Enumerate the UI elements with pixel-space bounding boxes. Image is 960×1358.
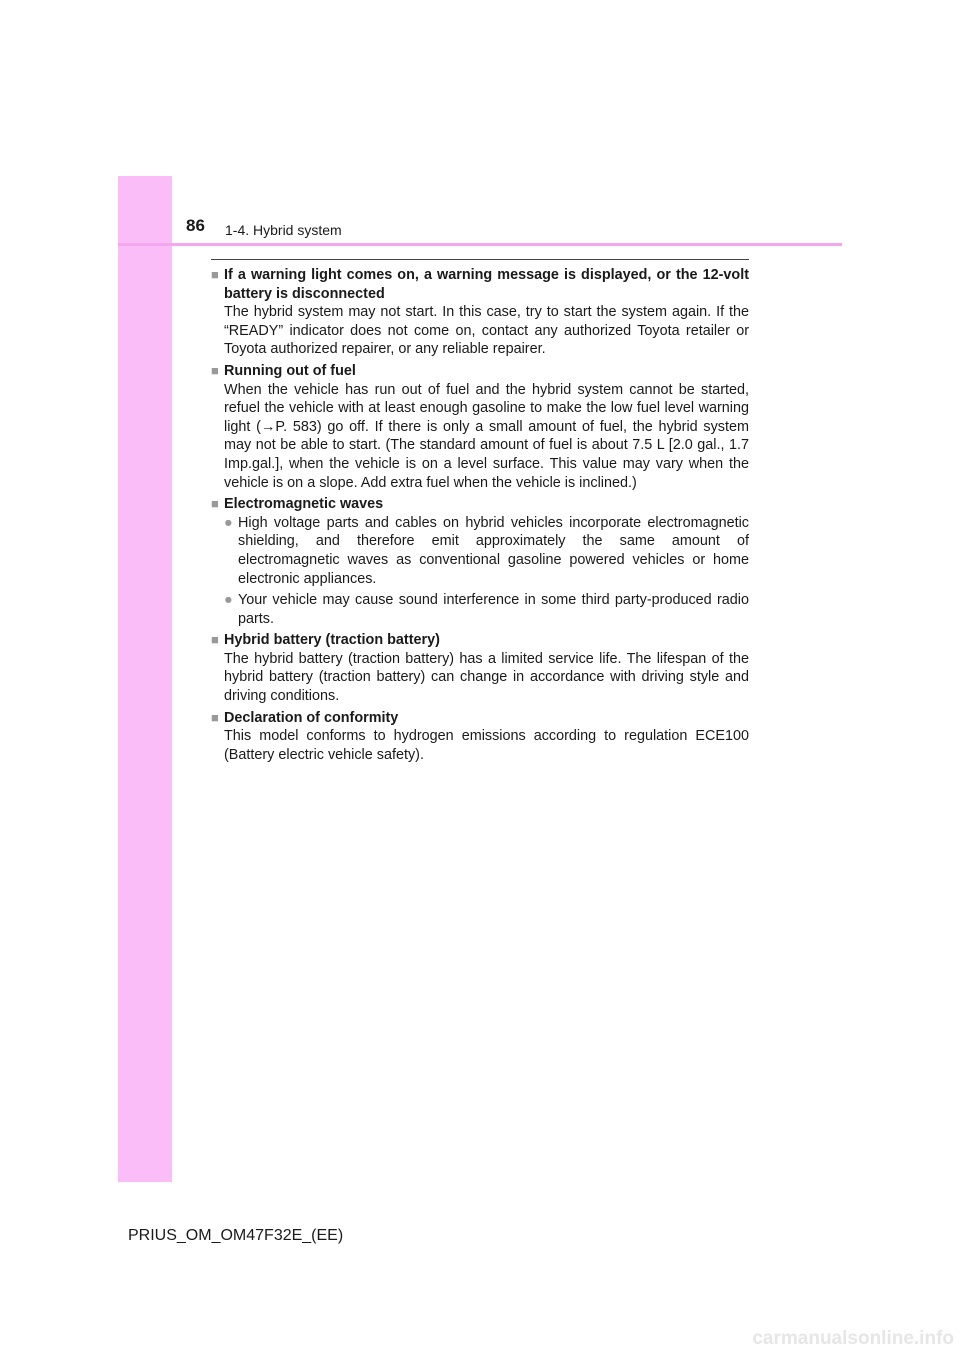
square-bullet-icon: ■ bbox=[211, 496, 219, 512]
content bbox=[211, 266, 749, 767]
list-item: ● Your vehicle may cause sound interference in some third party-produced radio parts. bbox=[224, 592, 749, 627]
item-declaration-of-conformity bbox=[211, 709, 749, 765]
side-color-strip bbox=[118, 176, 172, 1182]
watermark: carmanualsonline.info bbox=[752, 1328, 954, 1349]
square-bullet-icon: ■ bbox=[211, 709, 219, 725]
footer-document-code: PRIUS_OM_OM47F32E_(EE) bbox=[128, 1227, 344, 1244]
item-warning-light bbox=[211, 266, 749, 359]
item-heading: ■ Declaration of conformity bbox=[211, 709, 399, 726]
item-body: This model conforms to hydrogen emissions according to regulation ECE100 (Battery electric vehicle safety). bbox=[224, 728, 749, 763]
item-hybrid-battery bbox=[211, 631, 749, 705]
circle-bullet-icon: ● bbox=[224, 592, 233, 609]
content-divider bbox=[211, 259, 749, 260]
item-body: The hybrid battery (traction battery) has a limited service life. The lifespan of the hybrid battery (traction battery) can change in accordance with driving style and driving conditions. bbox=[224, 650, 749, 705]
circle-bullet-icon: ● bbox=[224, 514, 233, 531]
list-item: ● High voltage parts and cables on hybrid vehicles incorporate electromagnetic shielding, and therefore emit approximately the same amount of electromagnetic waves as conventional gasoline powered vehicles or home electronic appliances. bbox=[224, 514, 749, 587]
page-number: 86 bbox=[186, 216, 205, 235]
item-body: The hybrid system may not start. In this case, try to start the system again. If the “READY” indicator does not come on, contact any authorized Toyota retailer or Toyota authorized repairer, or any reliable repairer. bbox=[224, 304, 749, 358]
header-tab bbox=[118, 176, 172, 244]
section-title: 1-4. Hybrid system bbox=[225, 222, 342, 238]
item-heading: ■ Hybrid battery (traction battery) bbox=[211, 632, 440, 649]
square-bullet-icon: ■ bbox=[211, 632, 219, 648]
item-electromagnetic-waves bbox=[211, 495, 749, 628]
item-running-out-of-fuel bbox=[211, 362, 749, 492]
item-heading: ■ If a warning light comes on, a warning message is displayed, or the 12-volt battery is disconnected bbox=[211, 267, 749, 302]
header-rule bbox=[118, 243, 842, 246]
square-bullet-icon: ■ bbox=[211, 267, 219, 282]
square-bullet-icon: ■ bbox=[211, 362, 219, 378]
item-body: When the vehicle has run out of fuel and the hybrid system cannot be started, refuel the vehicle with at least enough gasoline to make the low fuel level warning light (→P. 583) go off. If there is only a small amount of fuel, the hybrid system may not be able to start. (The standard amount of fuel is about 7.5 L [2.0 gal., 1.7 Imp.gal.], when the vehicle is on a level surface. This value may vary when the vehicle is on a slope. Add extra fuel when the vehicle is inclined.) bbox=[224, 381, 749, 491]
item-heading: ■ Running out of fuel bbox=[211, 362, 356, 379]
item-heading: ■ Electromagnetic waves bbox=[211, 496, 384, 513]
